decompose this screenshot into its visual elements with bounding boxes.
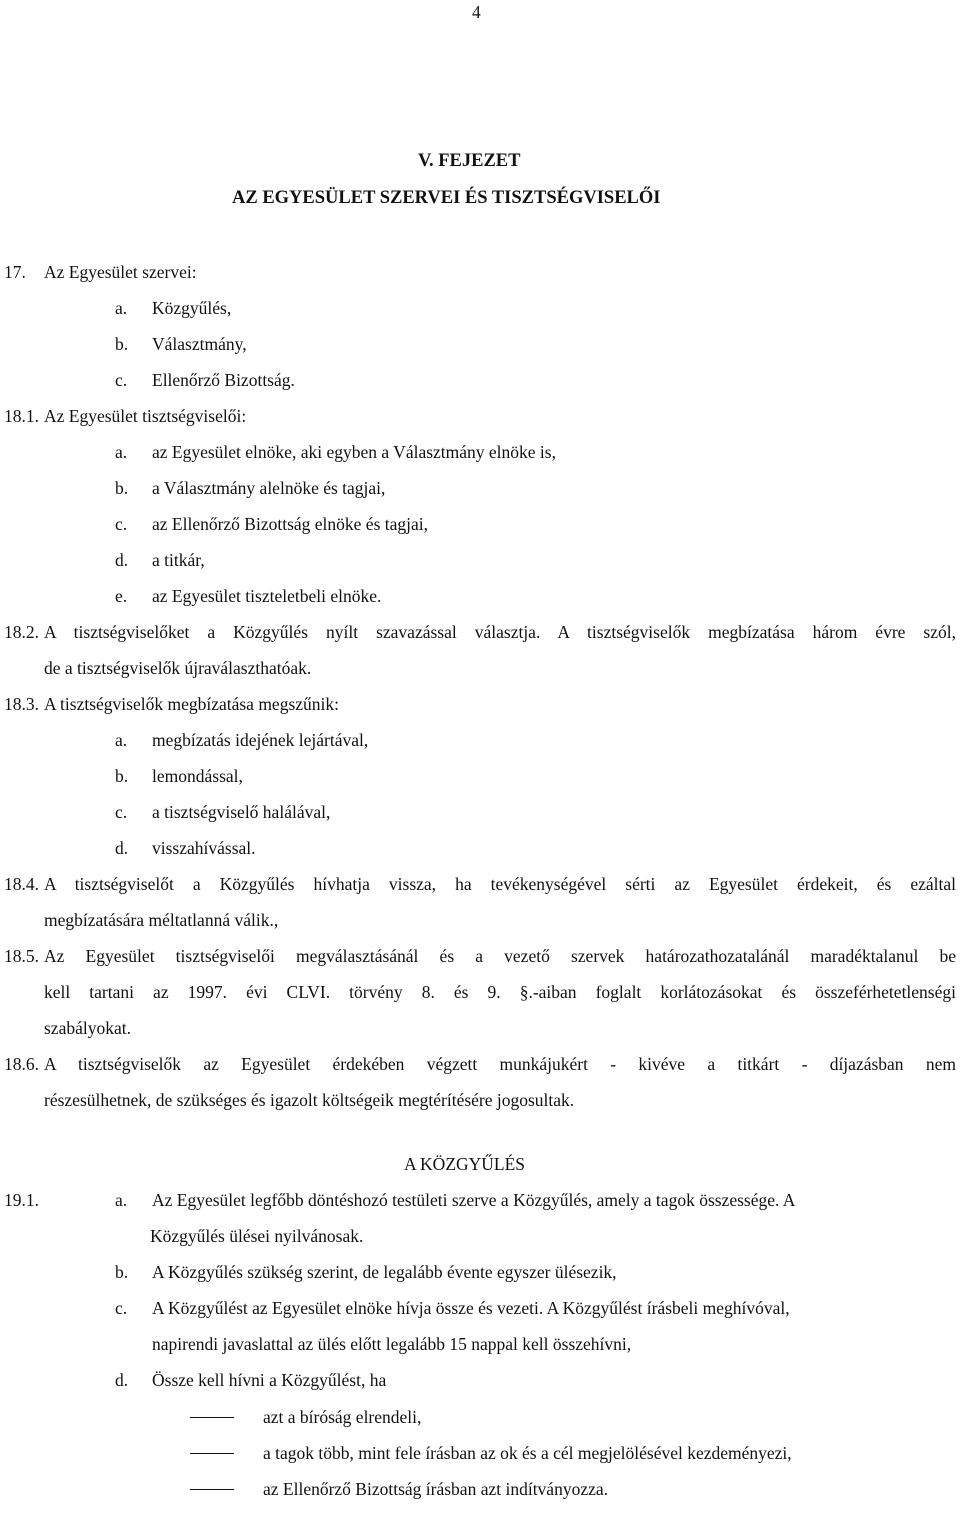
section-18-1-number: 18.1.	[4, 406, 39, 426]
list-item: Ellenőrző Bizottság.	[152, 370, 295, 390]
section-18-2-line: de a tisztségviselők újraválaszthatóak.	[44, 658, 312, 678]
list-item: a titkár,	[152, 550, 205, 570]
section-17-text: Az Egyesület szervei:	[44, 262, 197, 282]
list-item-marker: d.	[115, 550, 129, 570]
list-item-marker: b.	[115, 766, 129, 786]
section-18-6-line: részesülhetnek, de szükséges és igazolt költségeik megtérítésére jogosultak.	[44, 1090, 575, 1110]
list-item-marker: c.	[115, 514, 128, 534]
section-title-kozgyules: A KÖZGYŰLÉS	[404, 1154, 526, 1174]
page-number: 4	[472, 2, 481, 22]
list-item-marker: c.	[115, 1298, 128, 1318]
list-item: lemondással,	[152, 766, 243, 786]
list-item-marker: e.	[115, 586, 128, 606]
list-item: Össze kell hívni a Közgyűlést, ha	[152, 1370, 387, 1390]
list-item-marker: c.	[115, 370, 128, 390]
dash-bullet-icon	[190, 1417, 234, 1418]
section-18-3-text: A tisztségviselők megbízatása megszűnik:	[44, 694, 340, 714]
list-item: az Egyesület elnöke, aki egyben a Választmány elnöke is,	[152, 442, 556, 462]
list-item: Az Egyesület legfőbb döntéshozó testületi szerve a Közgyűlés, amely a tagok összessége. A	[152, 1190, 796, 1210]
dash-list-item: az Ellenőrző Bizottság írásban azt indítványozza.	[263, 1479, 609, 1499]
list-item-marker: b.	[115, 334, 129, 354]
dash-bullet-icon	[190, 1453, 234, 1454]
list-item-marker: a.	[115, 1190, 128, 1210]
section-18-2-line: A tisztségviselőket a Közgyűlés nyílt szavazással választja. A tisztségviselők megbízatása három évre szól,	[44, 622, 956, 642]
list-item: visszahívással.	[152, 838, 256, 858]
section-18-2-number: 18.2.	[4, 622, 39, 642]
list-item: megbízatás idejének lejártával,	[152, 730, 369, 750]
section-18-6-line: A tisztségviselők az Egyesület érdekében végzett munkájukért - kivéve a titkárt - díjazásban nem	[44, 1054, 956, 1074]
list-item: a tisztségviselő halálával,	[152, 802, 331, 822]
list-item: Közgyűlés ülései nyilvánosak.	[150, 1226, 364, 1246]
section-17-number: 17.	[4, 262, 26, 282]
section-18-5-number: 18.5.	[4, 946, 39, 966]
list-item-marker: a.	[115, 298, 128, 318]
list-item: napirendi javaslattal az ülés előtt legalább 15 nappal kell összehívni,	[152, 1334, 632, 1354]
section-18-1-text: Az Egyesület tisztségviselői:	[44, 406, 247, 426]
list-item: A Közgyűlés szükség szerint, de legalább évente egyszer ülésezik,	[152, 1262, 617, 1282]
section-18-3-number: 18.3.	[4, 694, 39, 714]
dash-bullet-icon	[190, 1489, 234, 1490]
list-item: az Egyesület tiszteletbeli elnöke.	[152, 586, 382, 606]
list-item-marker: b.	[115, 1262, 129, 1282]
section-18-5-line: kell tartani az 1997. évi CLVI. törvény 8. és 9. §.-aiban foglalt korlátozásokat és összeférhetetlenségi	[44, 982, 956, 1002]
list-item: az Ellenőrző Bizottság elnöke és tagjai,	[152, 514, 429, 534]
list-item: Választmány,	[152, 334, 247, 354]
section-19-1-number: 19.1.	[4, 1190, 39, 1210]
dash-list-item: azt a bíróság elrendeli,	[263, 1407, 422, 1427]
list-item: Közgyűlés,	[152, 298, 232, 318]
section-18-4-number: 18.4.	[4, 874, 39, 894]
section-18-4-line: megbízatására méltatlanná válik.,	[44, 910, 279, 930]
section-18-4-line: A tisztségviselőt a Közgyűlés hívhatja vissza, ha tevékenységével sérti az Egyesület érdekeit, és ezáltal	[44, 874, 956, 894]
dash-list-item: a tagok több, mint fele írásban az ok és a cél megjelölésével kezdeményezi,	[263, 1443, 792, 1463]
list-item-marker: a.	[115, 730, 128, 750]
section-18-6-number: 18.6.	[4, 1054, 39, 1074]
chapter-title: V. FEJEZET	[418, 151, 521, 171]
section-18-5-line: szabályokat.	[44, 1018, 131, 1038]
list-item: a Választmány alelnöke és tagjai,	[152, 478, 386, 498]
list-item-marker: a.	[115, 442, 128, 462]
section-18-5-line: Az Egyesület tisztségviselői megválasztásánál és a vezető szervek határozathozatalánál maradéktalanul be	[44, 946, 956, 966]
list-item-marker: b.	[115, 478, 129, 498]
list-item-marker: c.	[115, 802, 128, 822]
chapter-subtitle: AZ EGYESÜLET SZERVEI ÉS TISZTSÉGVISELŐI	[232, 188, 661, 208]
list-item-marker: d.	[115, 1370, 129, 1390]
list-item-marker: d.	[115, 838, 129, 858]
list-item: A Közgyűlést az Egyesület elnöke hívja össze és vezeti. A Közgyűlést írásbeli meghívóval,	[152, 1298, 790, 1318]
